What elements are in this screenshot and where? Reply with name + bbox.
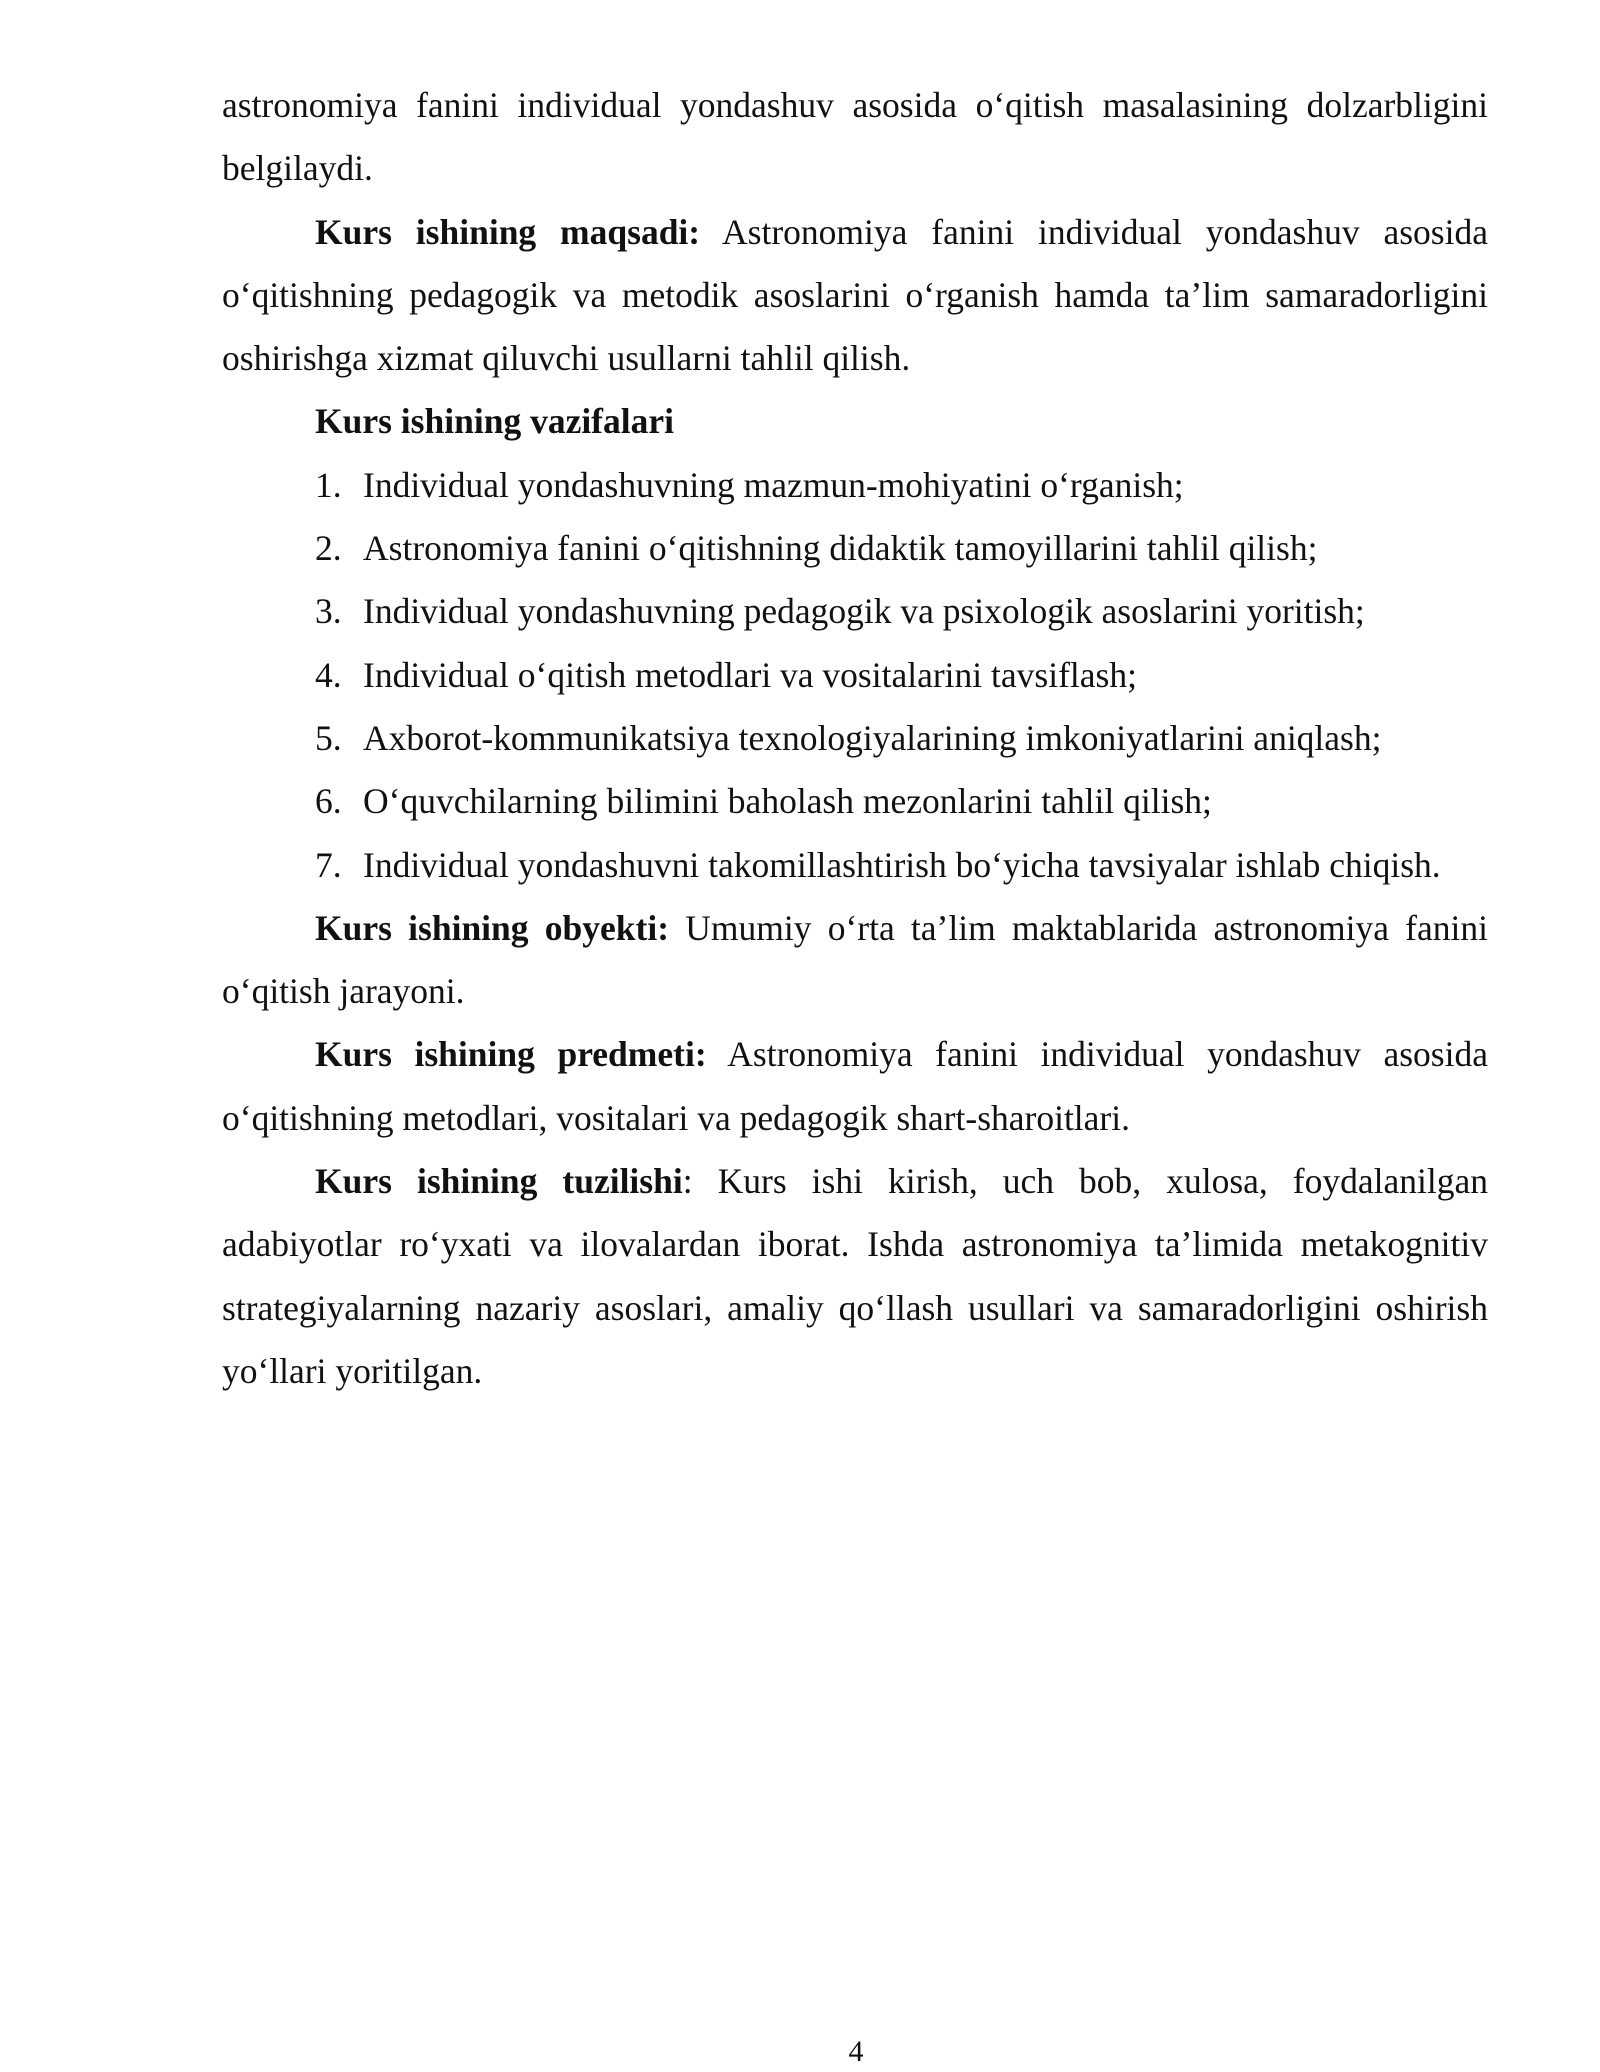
intro-text: astronomiya fanini individual yondashuv asosida oʻqitish masalasining dolzarbligini belgilaydi. [222,85,1488,189]
list-item-number: 2. [315,528,342,569]
list-item-number: 7. [315,844,342,885]
structure-label: Kurs ishining tuzilishi [315,1161,683,1202]
object-paragraph [222,897,1488,1024]
list-item [315,517,1488,580]
list-item [315,644,1488,707]
subject-label: Kurs ishining predmeti: [315,1034,707,1075]
goal-paragraph [222,201,1488,391]
list-item [315,707,1488,770]
list-item [315,770,1488,833]
list-item-text: Astronomiya fanini oʻqitishning didaktik tamoyillarini tahlil qilish; [363,528,1318,569]
document-page [222,74,1488,1403]
tasks-heading: Kurs ishining vazifalari [315,401,674,442]
page-number: 4 [848,2035,864,2068]
list-item-number: 6. [315,781,342,822]
list-item-number: 1. [315,464,342,505]
list-item-number: 5. [315,717,342,758]
subject-paragraph [222,1023,1488,1150]
list-item-text: Individual oʻqitish metodlari va vositalarini tavsiflash; [363,654,1137,695]
list-item-text: Oʻquvchilarning bilimini baholash mezonlarini tahlil qilish; [363,781,1212,822]
subject-text: Astronomiya fanini individual yondashuv asosida oʻqitishning metodlari, vositalari va pedagogik shart-sharoitlari. [222,1034,1488,1138]
list-item [315,834,1488,897]
list-item-text: Individual yondashuvning mazmun-mohiyatini oʻrganish; [363,464,1184,505]
goal-label: Kurs ishining maqsadi: [315,211,701,252]
list-item-text: Individual yondashuvni takomillashtirish boʻyicha tavsiyalar ishlab chiqish. [363,844,1441,885]
list-item [315,454,1488,517]
list-item [315,580,1488,643]
list-item-number: 4. [315,654,342,695]
list-item-number: 3. [315,591,342,632]
structure-paragraph [222,1150,1488,1403]
intro-paragraph [222,74,1488,201]
object-label: Kurs ishining obyekti: [315,907,670,948]
list-item-text: Axborot-kommunikatsiya texnologiyalarining imkoniyatlarini aniqlash; [363,717,1382,758]
tasks-list [222,454,1488,897]
goal-text: Astronomiya fanini individual yondashuv asosida oʻqitishning pedagogik va metodik asoslarini oʻrganish hamda taʼlim samaradorligini oshirishga xizmat qiluvchi usullarni tahlil qilish. [222,211,1488,379]
list-item-text: Individual yondashuvning pedagogik va psixologik asoslarini yoritish; [363,591,1365,632]
structure-text: : Kurs ishi kirish, uch bob, xulosa, foydalanilgan adabiyotlar roʻyxati va ilovalardan iborat. Ishda astronomiya taʼlimida metakognitiv strategiyalarning nazariy asoslari, amaliy qoʻllash usullari va samaradorligini oshirish yoʻllari yoritilgan. [222,1161,1488,1391]
object-text: Umumiy oʻrta taʼlim maktablarida astronomiya fanini oʻqitish jarayoni. [222,907,1488,1012]
